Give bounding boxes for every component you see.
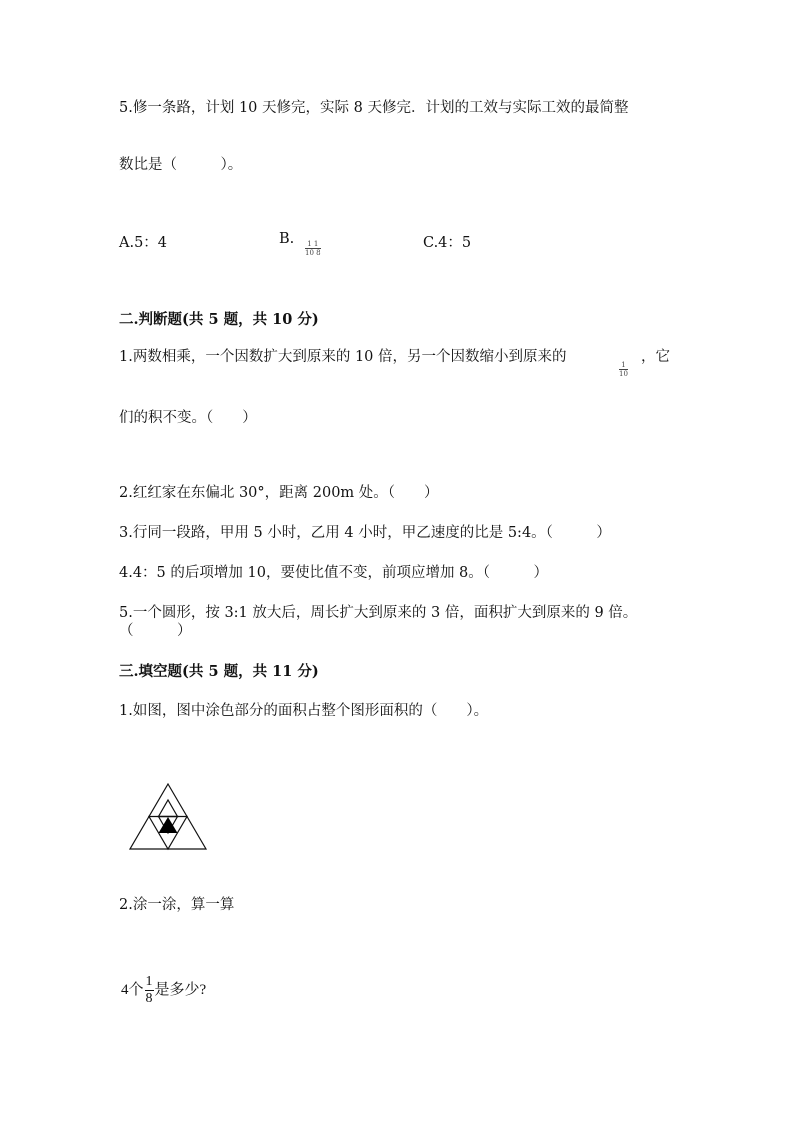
- fill-q2: 2.涂一涂，算一算: [119, 897, 235, 913]
- judge-q1-line1: [119, 347, 567, 367]
- triangle-figure: [129, 783, 209, 851]
- judge-q1-line2: 们的积不变。（ ）: [119, 410, 257, 426]
- option-b-fraction-den: 10 8: [305, 249, 321, 257]
- option-b-fraction-num: 1 1: [305, 240, 321, 249]
- section2-title: 二.判断题(共 5 题，共 10 分): [119, 311, 319, 328]
- expr-post: 是多少?: [154, 982, 207, 998]
- judge-q1-fraction-num: 1: [619, 361, 628, 370]
- option-b-label: B.: [279, 231, 295, 247]
- option-c[interactable]: C.4：5: [423, 235, 472, 251]
- q5-line1: 5.修一条路，计划 10 天修完，实际 8 天修完．计划的工效与实际工效的最简整: [119, 100, 629, 116]
- section3-title: 三.填空题(共 5 题，共 11 分): [119, 663, 319, 680]
- judge-q3: 3.行同一段路，甲用 5 小时，乙用 4 小时，甲乙速度的比是 5:4。（ ）: [119, 525, 611, 541]
- judge-q1-fraction: [619, 361, 628, 378]
- expr-fraction-num: 1: [145, 974, 153, 990]
- judge-q2: 2.红红家在东偏北 30°，距离 200m 处。（ ）: [119, 485, 439, 501]
- option-b-fraction: [305, 240, 321, 257]
- judge-q4: 4.4：5 的后项增加 10，要使比值不变，前项应增加 8。（ ）: [119, 565, 549, 581]
- option-b[interactable]: [279, 231, 294, 247]
- judge-q1-text: 1.两数相乘，一个因数扩大到原来的 10 倍，另一个因数缩小到原来的: [119, 349, 567, 365]
- judge-q5-line2: （ ）: [119, 623, 192, 639]
- judge-q1-fraction-den: 10: [619, 370, 628, 378]
- judge-q5-line1: 5.一个圆形，按 3:1 放大后，周长扩大到原来的 3 倍，面积扩大到原来的 9 倍。: [119, 605, 638, 621]
- q5-line2: 数比是（ ）。: [119, 157, 243, 173]
- shaded-triangle: [159, 817, 178, 833]
- judge-q1-tail: ，它: [641, 349, 670, 365]
- expr-fraction: [145, 974, 154, 1007]
- expr-pre: 4个: [121, 982, 144, 998]
- fill-q1: 1.如图，图中涂色部分的面积占整个图形面积的（ ）。: [119, 703, 489, 719]
- expr-fraction-den: 8: [145, 991, 153, 1007]
- fill-q2-expression: [121, 970, 206, 1010]
- option-a[interactable]: A.5：4: [119, 235, 168, 251]
